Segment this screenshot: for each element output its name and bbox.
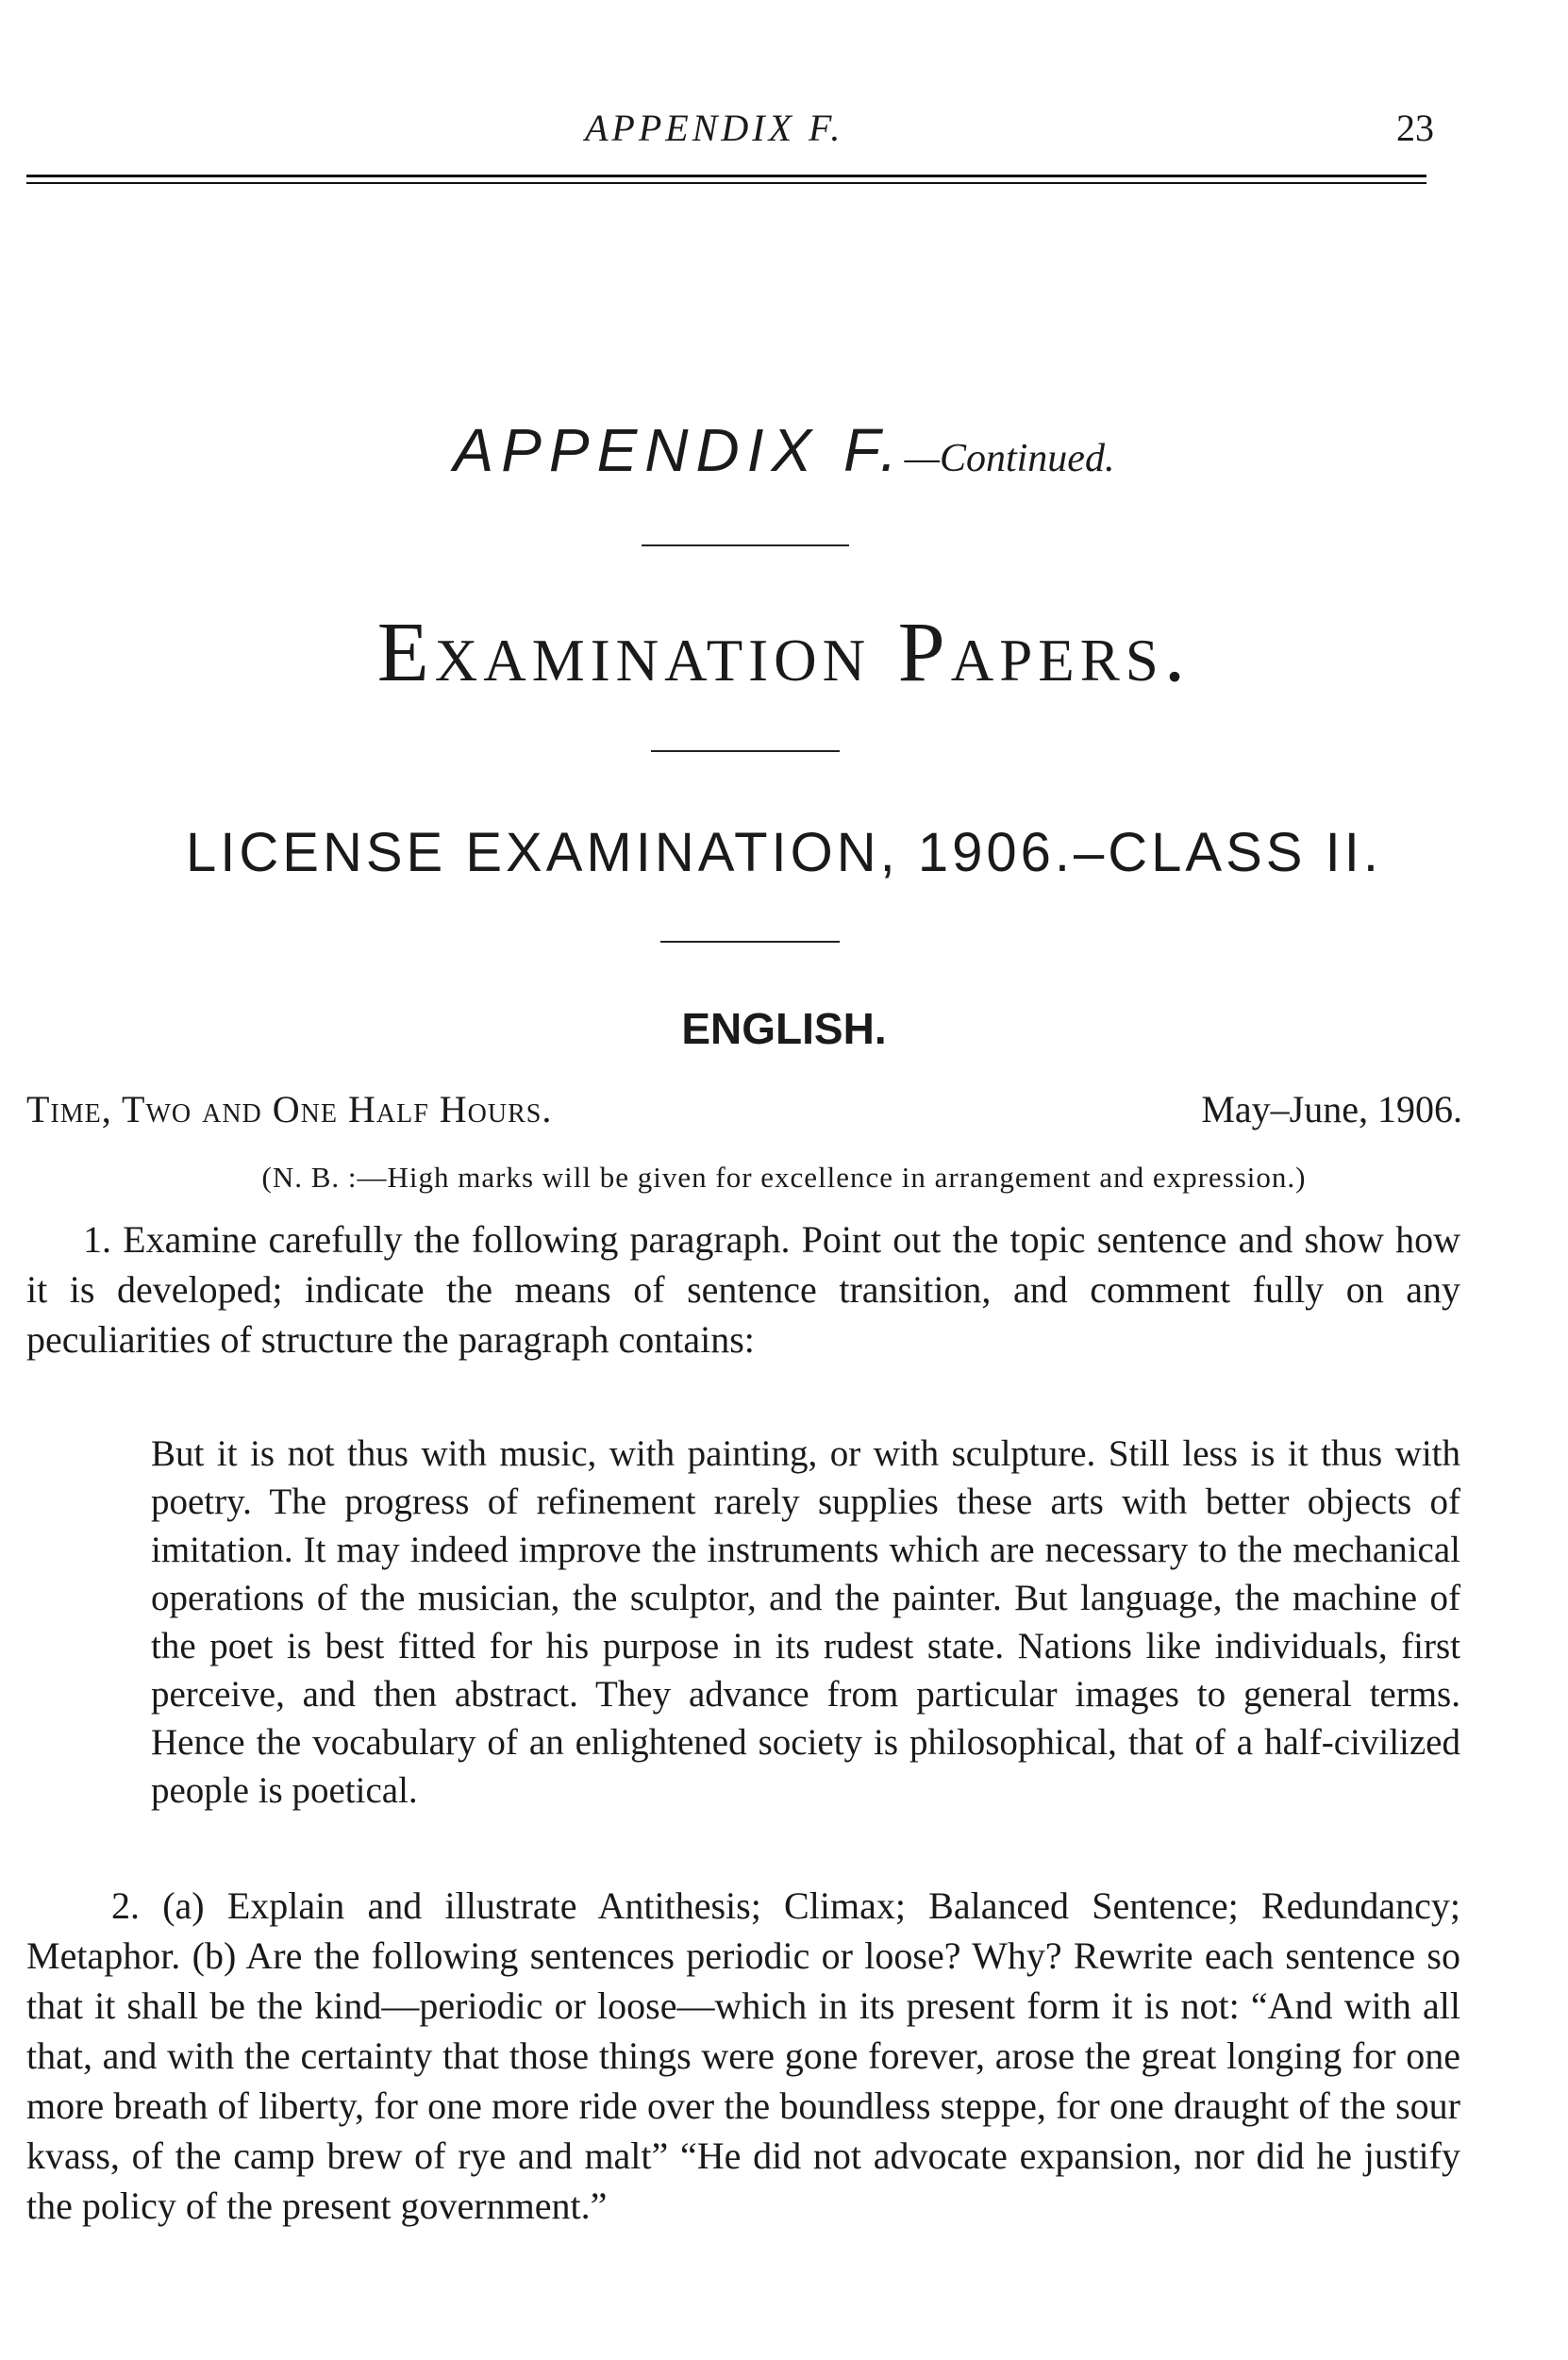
divider-rule [651,750,840,752]
subject-heading: ENGLISH. [681,1004,887,1053]
running-header: APPENDIX F. [585,107,844,149]
appendix-title [0,415,1568,486]
time-allowed: Time, Two and One Half Hours. [26,1088,553,1130]
question-1: 1. Examine carefully the following paragraph. Point out the topic sentence and show how it is developed; indicate the means of sentence transition, and comment fully on any peculiarities of structure the paragraph contains: [26,1218,1460,1361]
divider-rule [642,544,849,546]
page-number: 23 [1396,107,1434,149]
exam-title: LICENSE EXAMINATION, 1906.–CLASS II. [186,822,1382,883]
header-rule [26,182,1426,184]
appendix-label: APPENDIX F. [453,416,905,484]
continued-label: —Continued. [904,437,1115,480]
section-heading: Examination Papers. [376,606,1192,699]
question-1-quote: But it is not thus with music, with painting, or with sculpture. Still less is it thus with poetry. The progress of refinement rarely supplies these arts with better objects of imitation. It may indeed improve the instruments which are necessary to the mechanical operations of the musician, the sculptor, and the painter. But language, the machine of the poet is best fitted for his purpose in its rudest state. Nations like individuals, first perceive, and then abstract. They advance from particular images to general terms. Hence the vocabulary of an enlightened society is philosophical, that of a half-civilized people is poetical. [151,1433,1460,1811]
header-rule [26,175,1426,177]
divider-rule [660,941,840,943]
exam-date: May–June, 1906. [1201,1088,1462,1130]
exam-note: (N. B. :—High marks will be given for excellence in arrangement and expression.) [261,1161,1307,1194]
question-2: 2. (a) Explain and illustrate Antithesis; Climax; Balanced Sentence; Redundancy; Metaphor. (b) Are the following sentences periodic or loose? Why? Rewrite each sentence so that it shall be the kind—periodic or loose—which in its present form it is not: “And with all that, and with the certainty that those things were gone forever, arose the great longing for one more breath of liberty, for one more ride over the boundless steppe, for one draught of the sour kvass, of the camp brew of rye and malt” “He did not advocate expansion, nor did he justify the policy of the present government.” [26,1884,1460,2227]
